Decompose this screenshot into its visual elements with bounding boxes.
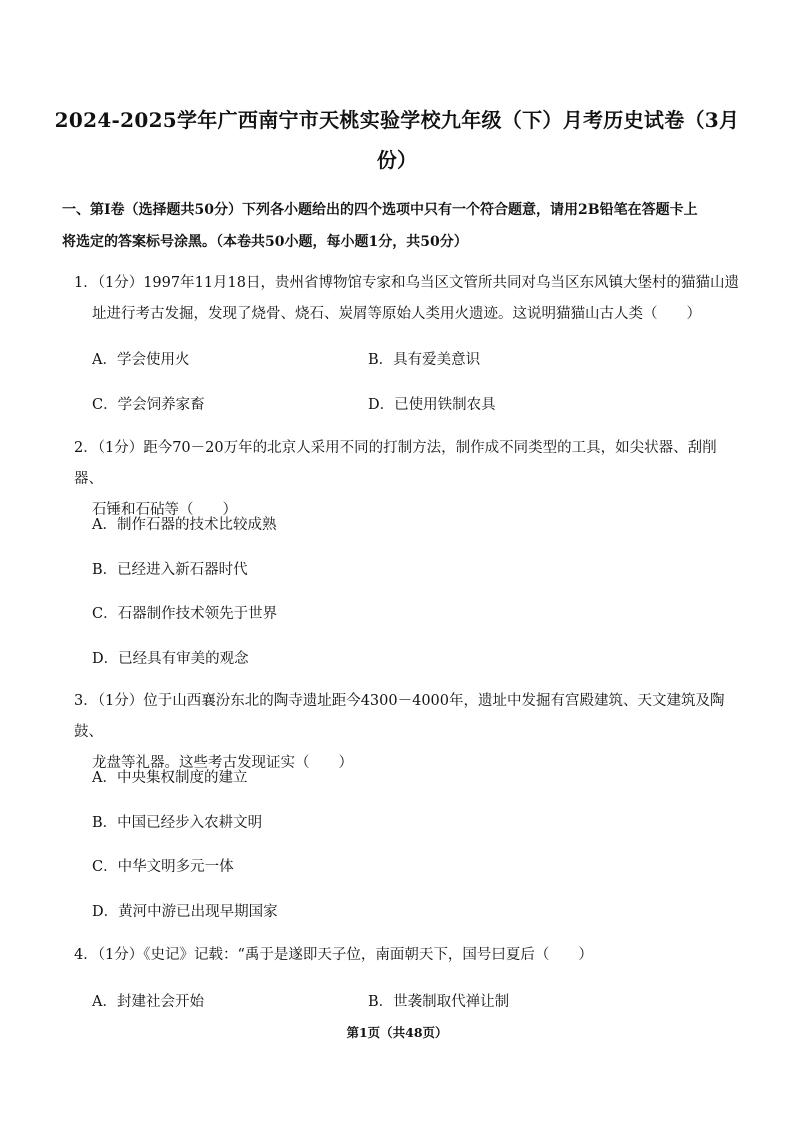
- question-1-stem: [74, 268, 744, 330]
- question-3-option-d: D．黄河中游已出现早期国家: [92, 904, 278, 920]
- question-3-option-a: A．中央集权制度的建立: [92, 770, 248, 786]
- question-1-option-a: A．学会使用火: [92, 352, 190, 368]
- question-3-option-b: B．中国已经步入农耕文明: [92, 815, 263, 831]
- question-1-option-b: B．具有爱美意识: [368, 352, 481, 368]
- question-4-option-b: B．世袭制取代禅让制: [368, 994, 510, 1010]
- question-1-option-c: C．学会饲养家畜: [92, 397, 205, 413]
- question-3-line2: 龙盘等礼器。这些考古发现证实（ ）: [92, 755, 353, 771]
- question-4-line1: 4．（1分）《史记》记载：“禹于是遂即天子位，南面朝天下，国号曰夏后（ ）: [74, 947, 593, 963]
- question-3-option-c: C．中华文明多元一体: [92, 859, 234, 875]
- question-4-stem: [74, 940, 744, 971]
- question-2-option-c: C．石器制作技术领先于世界: [92, 606, 278, 622]
- question-2-line2: 石锤和石砧等（ ）: [92, 502, 237, 518]
- question-1-line2: 址进行考古发掘，发现了烧骨、烧石、炭屑等原始人类用火遗迹。这说明猫猫山古人类（ ）: [92, 306, 701, 322]
- section-instructions: [62, 194, 742, 258]
- exam-title-line2: 份）: [376, 148, 418, 172]
- section-line2: 将选定的答案标号涂黑。（本卷共50小题，每小题1分，共50分）: [62, 234, 468, 250]
- question-4-option-a: A．封建社会开始: [92, 994, 204, 1010]
- section-line1: 一、第Ⅰ卷（选择题共50分）下列各小题给出的四个选项中只有一个符合题意，请用2B铅笔在答题卡上: [62, 202, 698, 218]
- question-2-option-b: B．已经进入新石器时代: [92, 562, 248, 578]
- question-3-line1: 3．（1分）位于山西襄汾东北的陶寺遗址距今4300－4000年，遗址中发掘有宫殿建筑、天文建筑及陶鼓、: [74, 693, 725, 740]
- question-2-option-d: D．已经具有审美的观念: [92, 651, 249, 667]
- page-footer: 第1页（共48页）: [346, 1025, 448, 1040]
- exam-title-line1: 2024-2025学年广西南宁市天桃实验学校九年级（下）月考历史试卷（3月: [54, 108, 740, 132]
- question-1-line1: 1．（1分）1997年11月18日，贵州省博物馆专家和乌当区文管所共同对乌当区东风镇大堡村的猫猫山遗: [74, 275, 739, 291]
- question-1-option-d: D．已使用铁制农具: [368, 397, 496, 413]
- question-2-option-a: A．制作石器的技术比较成熟: [92, 517, 277, 533]
- question-2-line1: 2．（1分）距今70－20万年的北京人采用不同的打制方法，制作成不同类型的工具，如尖状器、刮削器、: [74, 440, 717, 487]
